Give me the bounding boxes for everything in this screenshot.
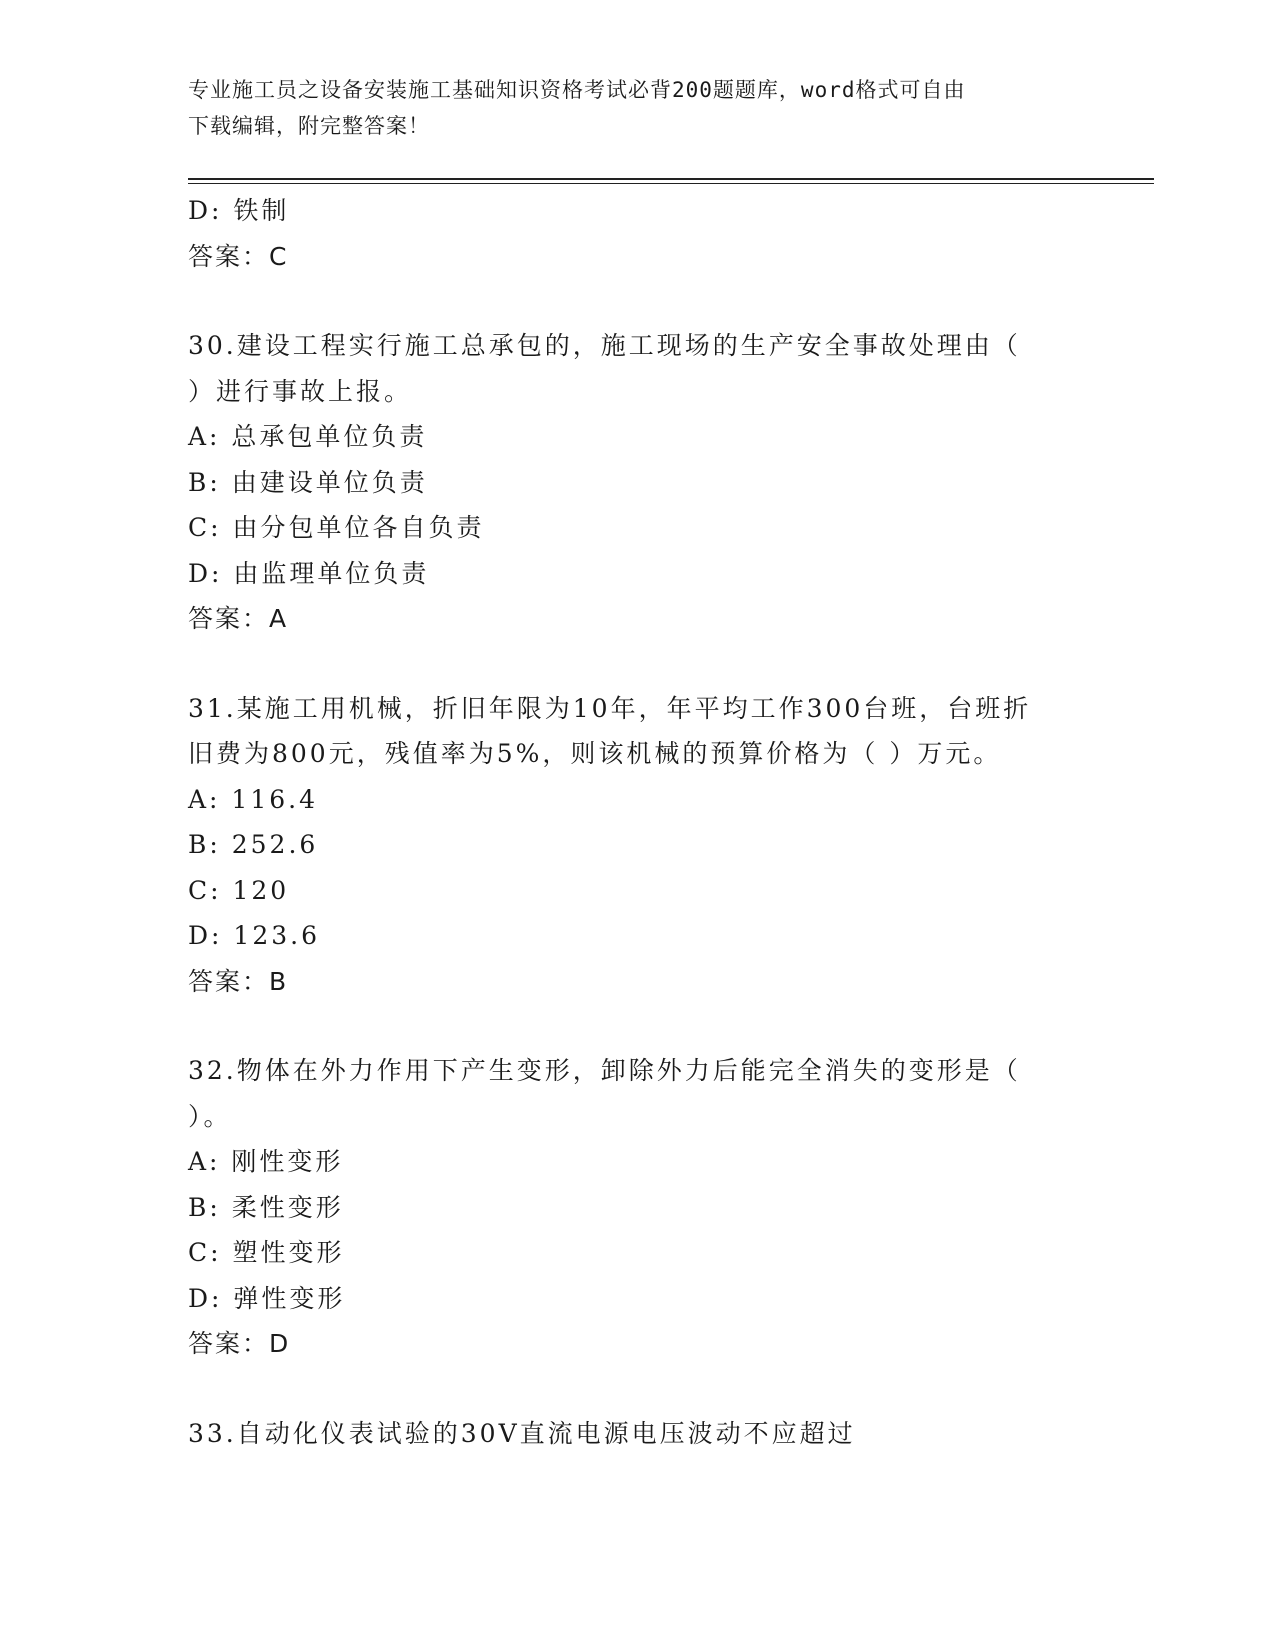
option-d: D: 由监理单位负责 xyxy=(188,558,430,588)
question-31 xyxy=(188,686,1088,1005)
question-33 xyxy=(188,1411,1088,1457)
question-stem: 32.物体在外力作用下产生变形，卸除外力后能完全消失的变形是（ xyxy=(188,1056,1021,1085)
header-divider-thick xyxy=(188,178,1154,180)
spacer xyxy=(188,642,1088,686)
question-29 xyxy=(188,188,1088,279)
question-stem-continued: ）进行事故上报。 xyxy=(188,376,413,406)
option-d: D: 123.6 xyxy=(188,921,320,950)
answer: 答案：D xyxy=(188,1329,291,1358)
question-stem: 31.某施工用机械，折旧年限为10年，年平均工作300台班，台班折 xyxy=(188,693,1032,723)
option-c: C: 120 xyxy=(188,875,290,905)
question-stem-continued: 旧费为800元，残值率为5%，则该机械的预算价格为（ ）万元。 xyxy=(188,739,1002,768)
option-a: A: 刚性变形 xyxy=(188,1147,344,1176)
spacer xyxy=(188,279,1088,323)
answer: 答案：C xyxy=(188,241,289,271)
header-divider-thin xyxy=(188,183,1154,184)
spacer xyxy=(188,1004,1088,1048)
option-b: B: 柔性变形 xyxy=(188,1192,344,1222)
question-stem: 33.自动化仪表试验的30V直流电源电压波动不应超过 xyxy=(188,1418,856,1448)
question-32 xyxy=(188,1048,1088,1367)
document-body xyxy=(188,188,1088,1456)
document-header xyxy=(188,72,1088,144)
header-title-line-1: 专业施工员之设备安装施工基础知识资格考试必背200题题库，word格式可自由 xyxy=(188,78,966,102)
option-a: A: 总承包单位负责 xyxy=(188,422,428,451)
option-c: C: 塑性变形 xyxy=(188,1238,345,1267)
option-b: B: 由建设单位负责 xyxy=(188,467,428,497)
option-a: A: 116.4 xyxy=(188,784,318,814)
question-stem-continued: ）。 xyxy=(188,1101,232,1131)
option-b: B: 252.6 xyxy=(188,830,319,859)
answer: 答案：A xyxy=(188,604,289,633)
option-c: C: 由分包单位各自负责 xyxy=(188,513,485,542)
question-30 xyxy=(188,323,1088,642)
spacer xyxy=(188,1367,1088,1411)
answer: 答案：B xyxy=(188,966,289,996)
option-d: D: 铁制 xyxy=(188,196,290,225)
option-d: D: 弹性变形 xyxy=(188,1283,346,1313)
header-title-line-2: 下载编辑，附完整答案！ xyxy=(188,114,430,138)
question-stem: 30.建设工程实行施工总承包的，施工现场的生产安全事故处理由（ xyxy=(188,331,1021,360)
